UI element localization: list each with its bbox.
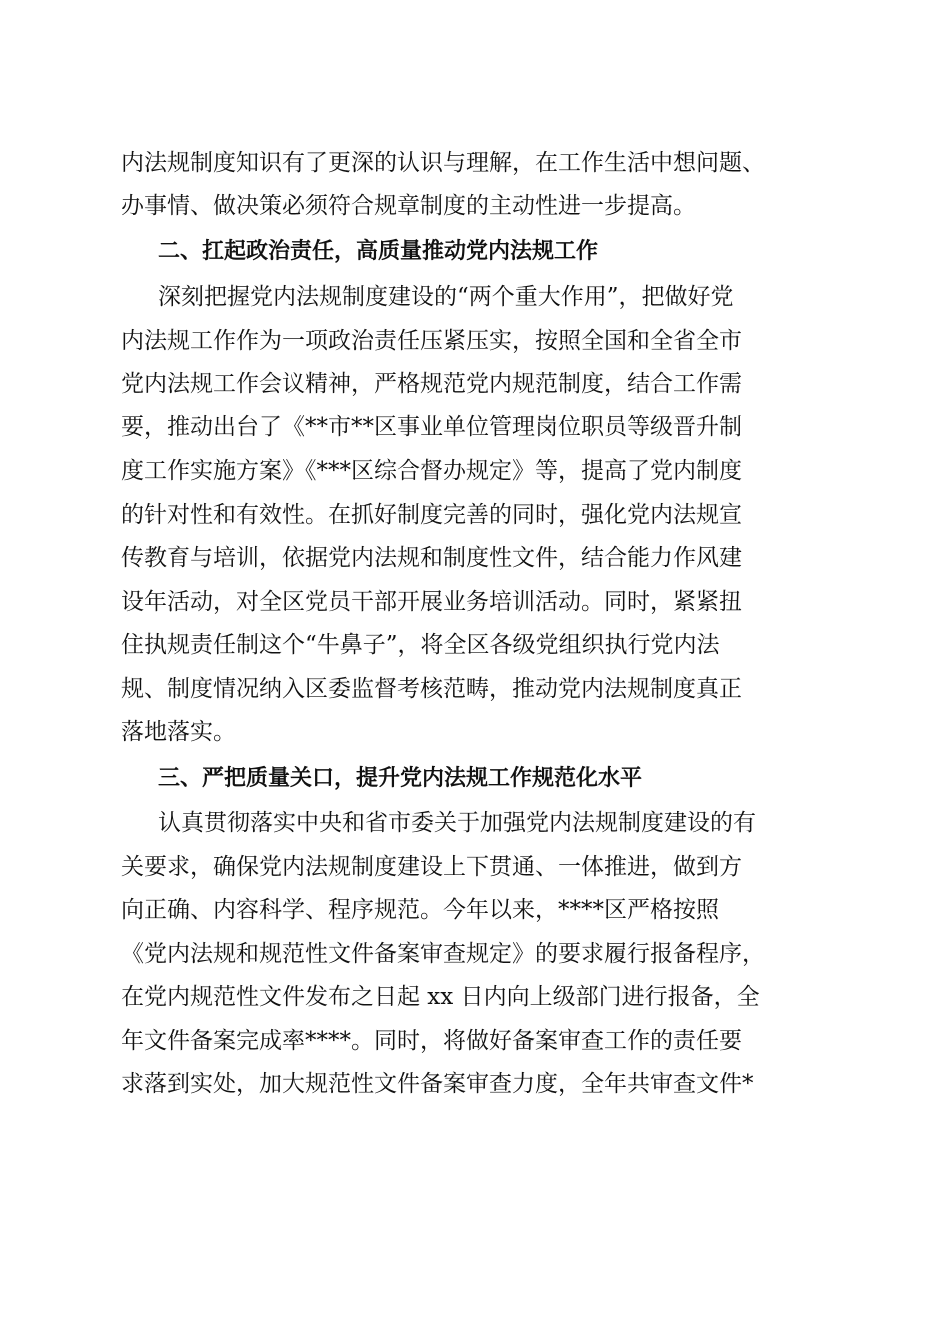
- body-text-line: 要，推动出台了《**市**区事业单位管理岗位职员等级晋升制: [121, 414, 742, 440]
- section-heading: 三、严把质量关口，提升党内法规工作规范化水平: [158, 766, 643, 791]
- body-text-line: 落地落实。: [121, 719, 236, 745]
- body-text-line: 设年活动，对全区党员干部开展业务培训活动。同时，紧紧扭: [121, 589, 742, 615]
- body-text-line: 度工作实施方案》《***区综合督办规定》等，提高了党内制度: [121, 458, 742, 484]
- body-text-line: 党内法规工作会议精神，严格规范党内规范制度，结合工作需: [121, 371, 742, 397]
- body-text-line: 内法规制度知识有了更深的认识与理解，在工作生活中想问题、: [121, 150, 765, 176]
- body-text-line: 规、制度情况纳入区委监督考核范畴，推动党内法规制度真正: [121, 676, 742, 702]
- body-text-line: 年文件备案完成率****。同时，将做好备案审查工作的责任要: [121, 1028, 742, 1054]
- body-text-line: 的针对性和有效性。在抓好制度完善的同时，强化党内法规宣: [121, 502, 742, 528]
- body-text-line: 在党内规范性文件发布之日起 xx 日内向上级部门进行报备，全: [121, 984, 760, 1010]
- body-text-line: 认真贯彻落实中央和省市委关于加强党内法规制度建设的有: [158, 810, 756, 836]
- body-text-line: 深刻把握党内法规制度建设的“两个重大作用”，把做好党: [158, 284, 734, 310]
- section-heading: 二、扛起政治责任，高质量推动党内法规工作: [158, 239, 599, 264]
- body-text-line: 关要求，确保党内法规制度建设上下贯通、一体推进，做到方: [121, 854, 742, 880]
- body-text-line: 传教育与培训，依据党内法规和制度性文件，结合能力作风建: [121, 545, 742, 571]
- body-text-line: 向正确、内容科学、程序规范。今年以来，****区严格按照: [121, 897, 719, 923]
- body-text-line: 内法规工作作为一项政治责任压紧压实，按照全国和全省全市: [121, 328, 742, 354]
- body-text-line: 求落到实处，加大规范性文件备案审查力度，全年共审查文件*: [121, 1071, 754, 1097]
- body-text-line: 住执规责任制这个“牛鼻子”，将全区各级党组织执行党内法: [121, 632, 720, 658]
- body-text-line: 办事情、做决策必须符合规章制度的主动性进一步提高。: [121, 193, 696, 219]
- body-text-line: 《党内法规和规范性文件备案审查规定》的要求履行报备程序，: [121, 941, 765, 967]
